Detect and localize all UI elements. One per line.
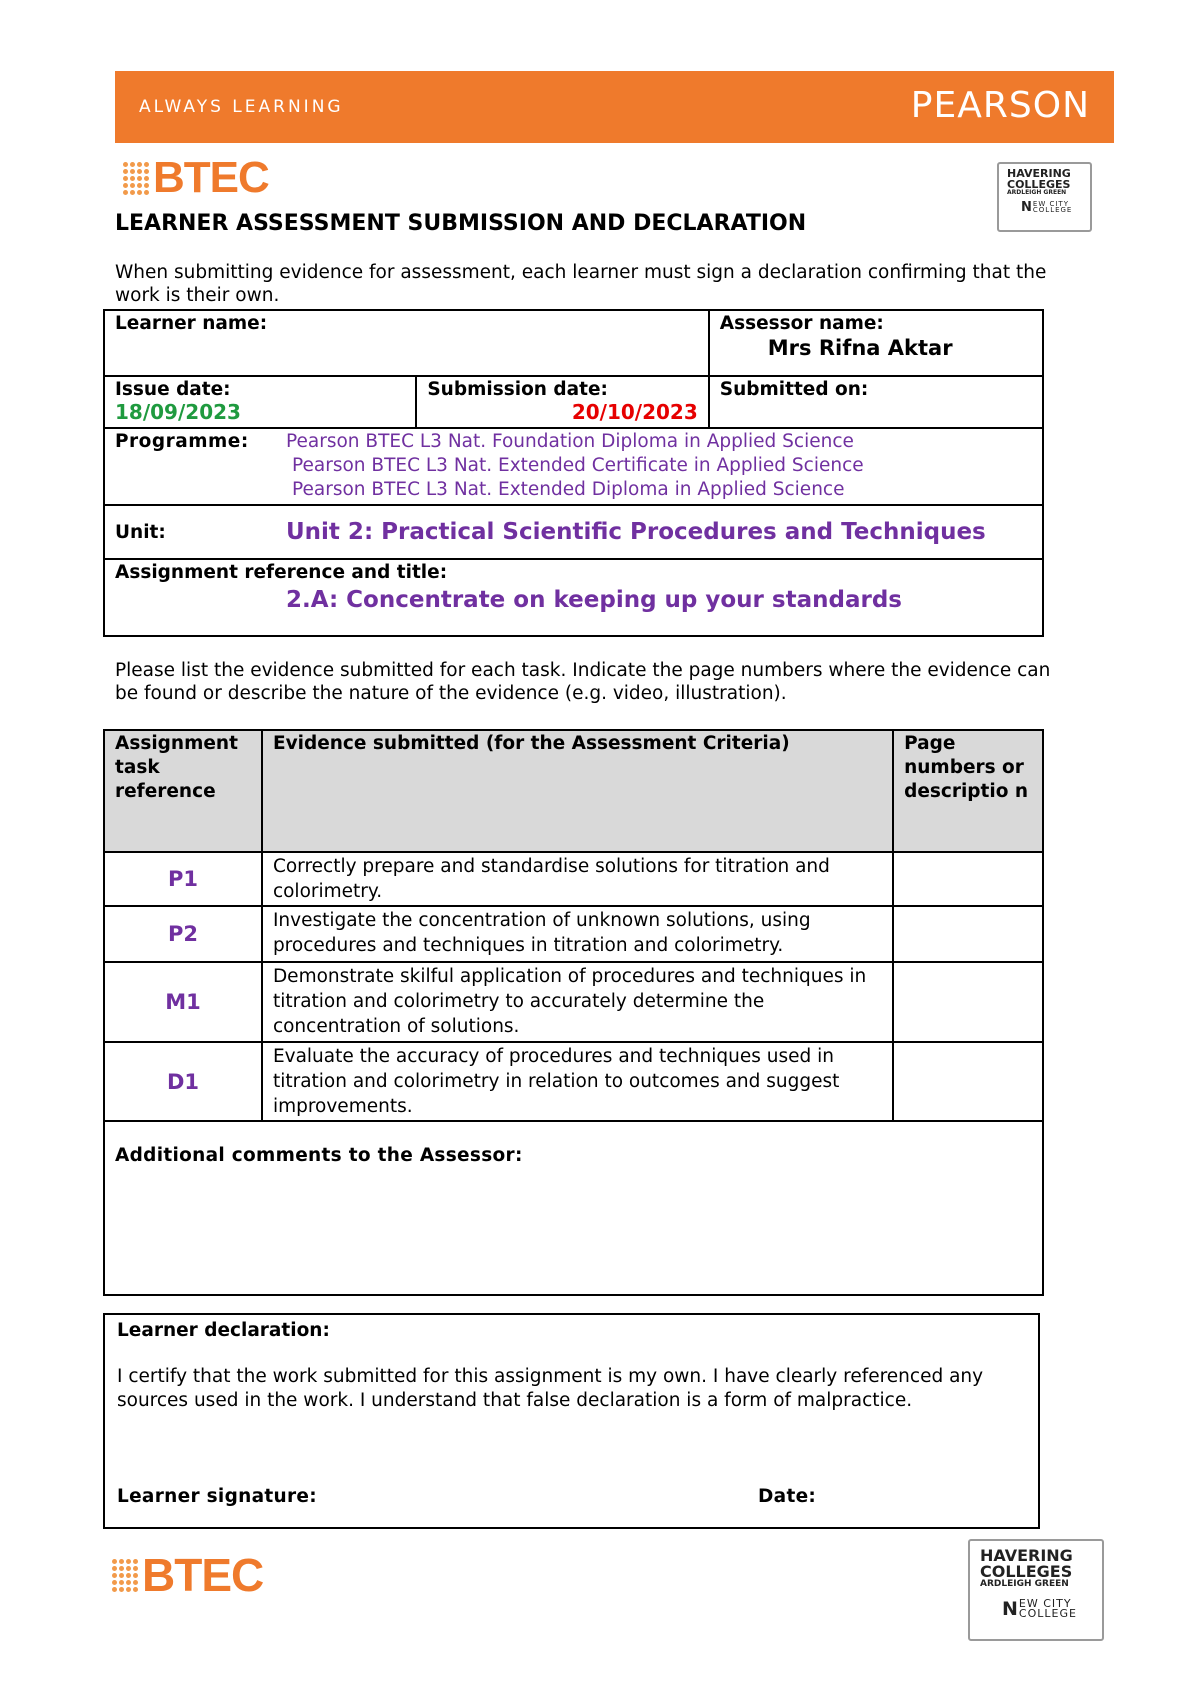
submission-header-table: [103, 309, 1044, 637]
learner-name-cell[interactable]: [104, 310, 709, 376]
assessor-name-value: Mrs Rifna Aktar: [767, 336, 953, 360]
submitted-on-label: Submitted on:: [719, 379, 869, 400]
table-row: [104, 906, 1043, 962]
declaration-text: I certify that the work submitted for this assignment is my own. I have clearly referenced any sources used in the work. I understand that false declaration is a form of malpractice.: [117, 1366, 984, 1411]
learner-signature-label: Learner signature:: [117, 1486, 317, 1507]
programme-cell: [104, 428, 1043, 505]
assignment-cell: [104, 559, 1043, 636]
btec-wordmark: BTEC: [153, 153, 269, 202]
programme-line: Pearson BTEC L3 Nat. Extended Diploma in Applied Science: [292, 479, 845, 500]
criterion-cell: M1: [104, 962, 262, 1042]
btec-logo-top: [123, 153, 269, 203]
issue-date-label: Issue date:: [115, 379, 231, 400]
btec-wordmark: BTEC: [142, 1549, 264, 1601]
column-header-task-reference: Assignment task reference: [104, 730, 262, 852]
submitted-on-cell[interactable]: [709, 376, 1043, 428]
assignment-title: 2.A: Concentrate on keeping up your standards: [286, 587, 902, 613]
btec-dots-icon: [123, 162, 149, 195]
assessor-name-label: Assessor name:: [719, 313, 884, 334]
btec-dots-icon: [112, 1559, 138, 1592]
pearson-logo: PEARSON: [910, 85, 1090, 126]
additional-comments-cell[interactable]: [104, 1121, 1043, 1295]
page-numbers-cell[interactable]: [893, 852, 1043, 906]
criterion-cell: P1: [104, 852, 262, 906]
havering-logo-bottom: [968, 1539, 1104, 1641]
ncc-line1: EW CITY: [1032, 199, 1069, 208]
havering-logo-top: [997, 162, 1092, 232]
declaration-date-label: Date:: [758, 1486, 817, 1507]
unit-cell: [104, 505, 1043, 559]
new-city-college-mark: [1002, 1598, 1092, 1620]
unit-value: Unit 2: Practical Scientific Procedures and Techniques: [286, 519, 986, 545]
page-numbers-cell[interactable]: [893, 906, 1043, 962]
havering-line3: ARDLEIGH GREEN: [1007, 189, 1067, 196]
table-row: [104, 852, 1043, 906]
intro-text: When submitting evidence for assessment, each learner must sign a declaration confirming that the work is their own.: [115, 262, 1047, 306]
new-city-college-mark: [1021, 200, 1082, 215]
submission-date-label: Submission date:: [427, 379, 608, 400]
evidence-instructions: Please list the evidence submitted for each task. Indicate the page numbers where the evidence can be found or describe the nature of the evidence (e.g. video, illustration).: [115, 660, 1051, 704]
document-title: LEARNER ASSESSMENT SUBMISSION AND DECLARATION: [115, 211, 807, 236]
programme-line: Pearson BTEC L3 Nat. Extended Certificate in Applied Science: [292, 455, 864, 476]
criterion-cell: D1: [104, 1042, 262, 1121]
evidence-table: [103, 729, 1044, 1296]
havering-line3: ARDLEIGH GREEN: [980, 1579, 1069, 1589]
declaration-label: Learner declaration:: [117, 1320, 330, 1341]
ncc-line1: EW CITY: [1018, 1597, 1072, 1610]
ncc-n: N: [1002, 1597, 1018, 1620]
submission-date-value: 20/10/2023: [571, 400, 698, 424]
learner-declaration-box: [103, 1313, 1040, 1529]
evidence-cell: Demonstrate skilful application of procedures and techniques in titration and colorimetry to accurately determine the concentration of solutions.: [262, 962, 893, 1042]
evidence-cell: Investigate the concentration of unknown solutions, using procedures and techniques in titration and colorimetry.: [262, 906, 893, 962]
column-header-evidence: Evidence submitted (for the Assessment Criteria): [262, 730, 893, 852]
criterion-cell: P2: [104, 906, 262, 962]
ncc-n: N: [1021, 199, 1032, 215]
evidence-cell: Correctly prepare and standardise solutions for titration and colorimetry.: [262, 852, 893, 906]
page-numbers-cell[interactable]: [893, 1042, 1043, 1121]
table-row: [104, 962, 1043, 1042]
learner-name-label: Learner name:: [115, 313, 268, 334]
assignment-label: Assignment reference and title:: [115, 562, 448, 583]
submission-date-cell: [416, 376, 708, 428]
havering-line2: COLLEGES: [980, 1562, 1073, 1581]
assessor-name-cell: [709, 310, 1043, 376]
ncc-line2: COLLEGE: [1018, 1606, 1077, 1620]
evidence-cell: Evaluate the accuracy of procedures and techniques used in titration and colorimetry in relation to outcomes and suggest improvements.: [262, 1042, 893, 1121]
issue-date-cell: [104, 376, 416, 428]
page-numbers-cell[interactable]: [893, 962, 1043, 1042]
havering-line1: HAVERING: [1007, 167, 1071, 180]
additional-comments-label: Additional comments to the Assessor:: [115, 1145, 523, 1166]
havering-line2: COLLEGES: [1007, 178, 1071, 191]
programme-label: Programme:: [115, 431, 249, 452]
unit-label: Unit:: [115, 521, 166, 543]
table-row: [104, 1042, 1043, 1121]
column-header-page-numbers: Page numbers or descriptio n: [893, 730, 1043, 852]
havering-line1: HAVERING: [980, 1546, 1073, 1565]
programme-line: Pearson BTEC L3 Nat. Foundation Diploma in Applied Science: [286, 431, 854, 452]
btec-logo-bottom: [112, 1548, 263, 1602]
ncc-line2: COLLEGE: [1032, 206, 1073, 215]
pearson-banner: [115, 71, 1114, 143]
issue-date-value: 18/09/2023: [115, 400, 241, 424]
banner-tagline: ALWAYS LEARNING: [139, 97, 344, 117]
